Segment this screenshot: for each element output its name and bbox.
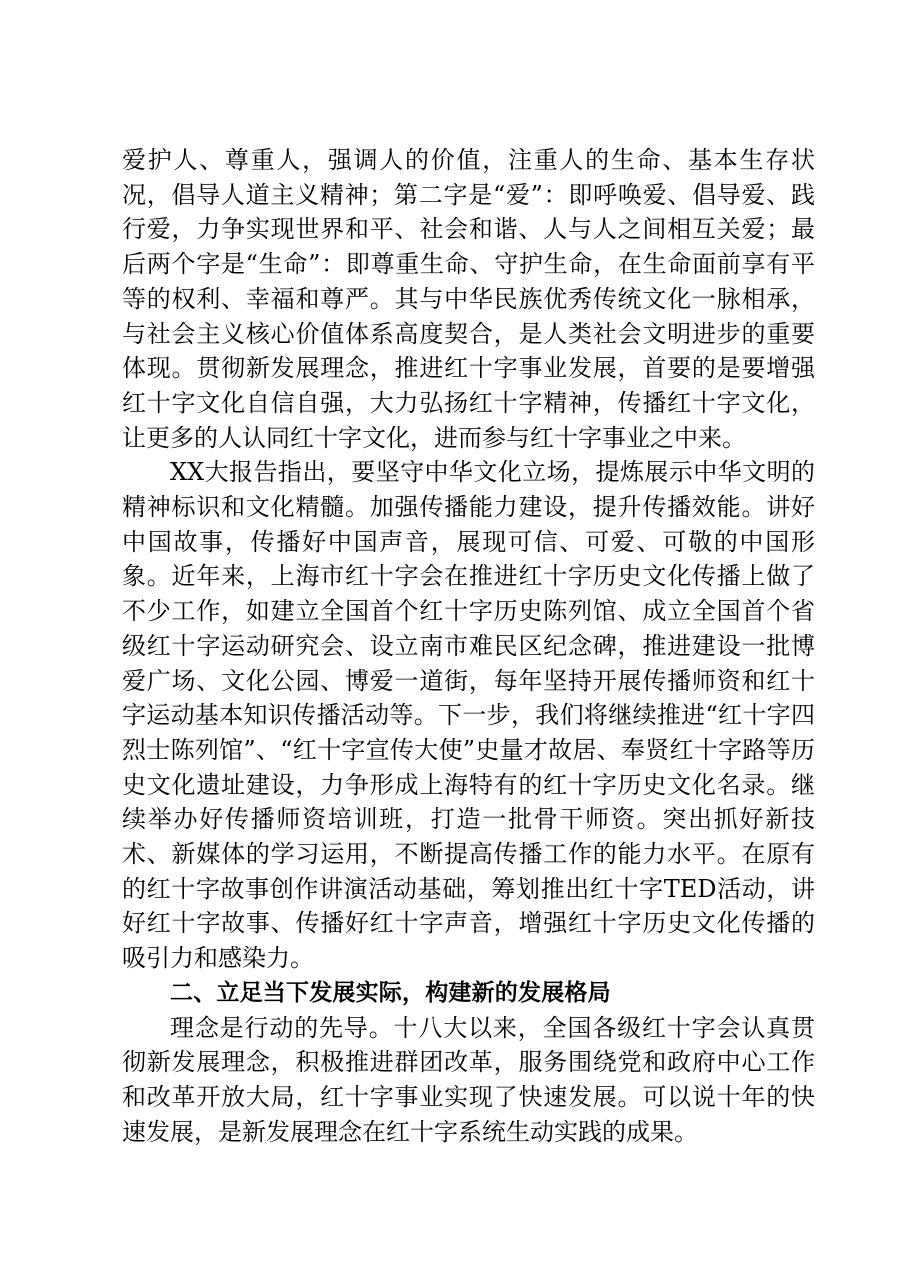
section-heading: 二、立足当下发展实际，构建新的发展格局: [170, 979, 611, 1006]
paragraph-development-concept: 理念是行动的先导。十八大以来，全国各级红十字会认真贯彻新发展理念，积极推进群团改革，服务围绕党和政府中心工作和改革开放大局，红十字事业实现了快速发展。可以说十年的快速发展，是新发展理念在红十字系统生动实践的成果。: [122, 1013, 815, 1146]
paragraph-cultural-dissemination: XX大报告指出，要坚守中华文化立场，提炼展示中华文明的精神标识和文化精髓。加强传播能力建设，提升传播效能。讲好中国故事，传播好中国声音，展现可信、可爱、可敬的中国形象。近年来，上海市红十字会在推进红十字历史文化传播上做了不少工作，如建立全国首个红十字历史陈列馆、成立全国首个省级红十字运动研究会、设立南市难民区纪念碑，推进建设一批博爱广场、文化公园、博爱一道街，每年坚持开展传播师资和红十字运动基本知识传播活动等。下一步，我们将继续推进“红十字四烈士陈列馆”、“红十字宣传大使”史量才故居、奉贤红十字路等历史文化遗址建设，力争形成上海特有的红十字历史文化名录。继续举办好传播师资培训班，打造一批骨干师资。突出抓好新技术、新媒体的学习运用，不断提高传播工作的能力水平。在原有的红十字故事创作讲演活动基础，筹划推出红十字TED活动，讲好红十字故事、传播好红十字声音，增强红十字历史文化传播的吸引力和感染力。: [122, 458, 815, 973]
document-body: [122, 143, 815, 1149]
paragraph-red-cross-spirit: 爱护人、尊重人，强调人的价值，注重人的生命、基本生存状况，倡导人道主义精神；第二字是“爱”：即呼唤爱、倡导爱、践行爱，力争实现世界和平、社会和谐、人与人之间相互关爱；最后两个字是“生命”：即尊重生命、守护生命，在生命面前享有平等的权利、幸福和尊严。其与中华民族优秀传统文化一脉相承，与社会主义核心价值体系高度契合，是人类社会文明进步的重要体现。贯彻新发展理念，推进红十字事业发展，首要的是要增强红十字文化自信自强，大力弘扬红十字精神，传播红十字文化，让更多的人认同红十字文化，进而参与红十字事业之中来。: [122, 146, 815, 452]
